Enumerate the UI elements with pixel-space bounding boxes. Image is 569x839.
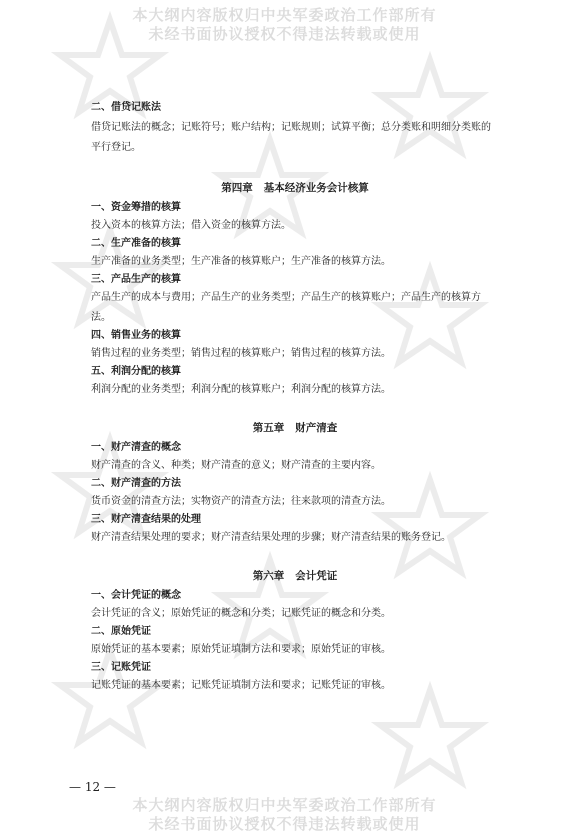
watermark-line-2: 未经书面协议授权不得违法转载或使用 (148, 815, 421, 833)
watermark-line-1: 本大纲内容版权归中央军委政治工作部所有 (132, 796, 437, 814)
section-body: 生产准备的业务类型；生产准备的核算账户；生产准备的核算方法。 (91, 256, 391, 267)
section-body: 货币资金的清查方法；实物资产的清查方法；往来款项的清查方法。 (91, 496, 391, 507)
section-debit-credit (91, 100, 499, 158)
section-heading: 五、利润分配的核算 (91, 366, 181, 377)
section-heading: 三、产品生产的核算 (91, 274, 181, 285)
chapter-5 (91, 420, 499, 548)
section-body: 财产清查结果处理的要求；财产清查结果处理的步骤；财产清查结果的账务登记。 (91, 532, 451, 543)
section-heading: 二、借贷记账法 (91, 102, 161, 113)
section-heading: 四、销售业务的核算 (91, 330, 181, 341)
section-heading: 三、财产清查结果的处理 (91, 514, 201, 525)
chapter-6 (91, 568, 499, 696)
section-body: 销售过程的业务类型；销售过程的核算账户；销售过程的核算方法。 (91, 348, 391, 359)
section-body: 投入资本的核算方法；借入资金的核算方法。 (91, 220, 291, 231)
chapter-4 (91, 180, 499, 400)
section-body: 会计凭证的含义；原始凭证的概念和分类；记账凭证的概念和分类。 (91, 608, 391, 619)
section-body: 利润分配的业务类型；利润分配的核算账户；利润分配的核算方法。 (91, 384, 391, 395)
section-heading: 三、记账凭证 (91, 662, 151, 673)
section-body: 记账凭证的基本要素；记账凭证填制方法和要求；记账凭证的审核。 (91, 680, 391, 691)
section-heading: 二、财产清查的方法 (91, 478, 181, 489)
watermark-line-1: 本大纲内容版权归中央军委政治工作部所有 (132, 6, 437, 24)
section-heading: 一、财产清查的概念 (91, 442, 181, 453)
page-number: — 12 — (69, 780, 116, 794)
section-body: 原始凭证的基本要素；原始凭证填制方法和要求；原始凭证的审核。 (91, 644, 391, 655)
section-heading: 一、会计凭证的概念 (91, 590, 181, 601)
section-heading: 二、生产准备的核算 (91, 238, 181, 249)
section-body: 财产清查的含义、种类；财产清查的意义；财产清查的主要内容。 (91, 460, 381, 471)
watermark-header (0, 6, 569, 44)
section-body: 产品生产的成本与费用；产品生产的业务类型；产品生产的核算账户；产品生产的核算方法。 (91, 292, 481, 323)
section-heading: 一、资金筹措的核算 (91, 202, 181, 213)
chapter-title: 第四章 基本经济业务会计核算 (221, 182, 369, 194)
watermark-star-icon (380, 690, 480, 782)
watermark-line-2: 未经书面协议授权不得违法转载或使用 (148, 25, 421, 43)
page-content (91, 100, 499, 696)
chapter-title: 第五章 财产清查 (252, 422, 338, 434)
watermark-footer (0, 796, 569, 834)
chapter-title: 第六章 会计凭证 (252, 570, 338, 582)
section-body: 借贷记账法的概念；记账符号；账户结构；记账规则；试算平衡；总分类账和明细分类账的平行登记。 (91, 122, 491, 153)
section-heading: 二、原始凭证 (91, 626, 151, 637)
